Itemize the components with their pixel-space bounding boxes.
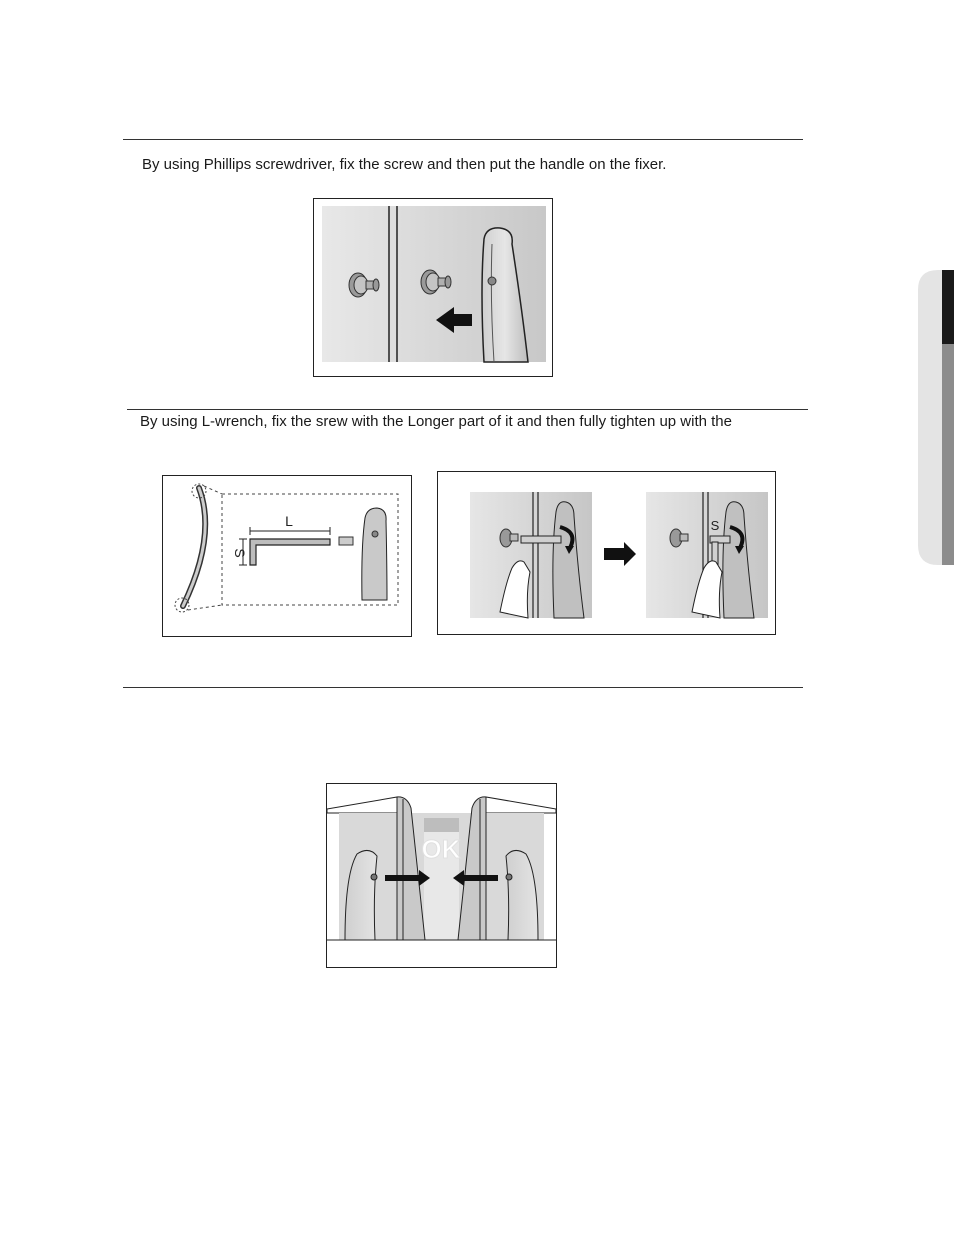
step1-instruction: By using Phillips screwdriver, fix the screw and then put the handle on the fixer. [142,156,667,173]
step3-figure [326,783,557,968]
ok-label: OK [421,834,461,864]
section-divider-3 [123,687,803,688]
step2-wrench-figure [162,475,412,637]
wrench-long-label: L [285,513,293,529]
section-divider-2 [127,409,808,410]
chapter-side-tab [918,270,954,565]
wrench-short-label-b: S [710,518,720,533]
wrench-short-label: S [232,548,248,558]
section-divider-1 [123,139,803,140]
l-wrench-icon [239,527,330,565]
screw-and-handle-illustration [314,199,552,376]
arrow-right-icon [604,542,636,566]
tighten-step-a [470,492,592,618]
step2-instruction: By using L-wrench, fix the srew with the Longer part of it and then fully tighten up with the [140,413,732,430]
step2-tighten-figure [437,471,776,635]
step1-figure [313,198,553,377]
tighten-step-b [646,492,768,618]
